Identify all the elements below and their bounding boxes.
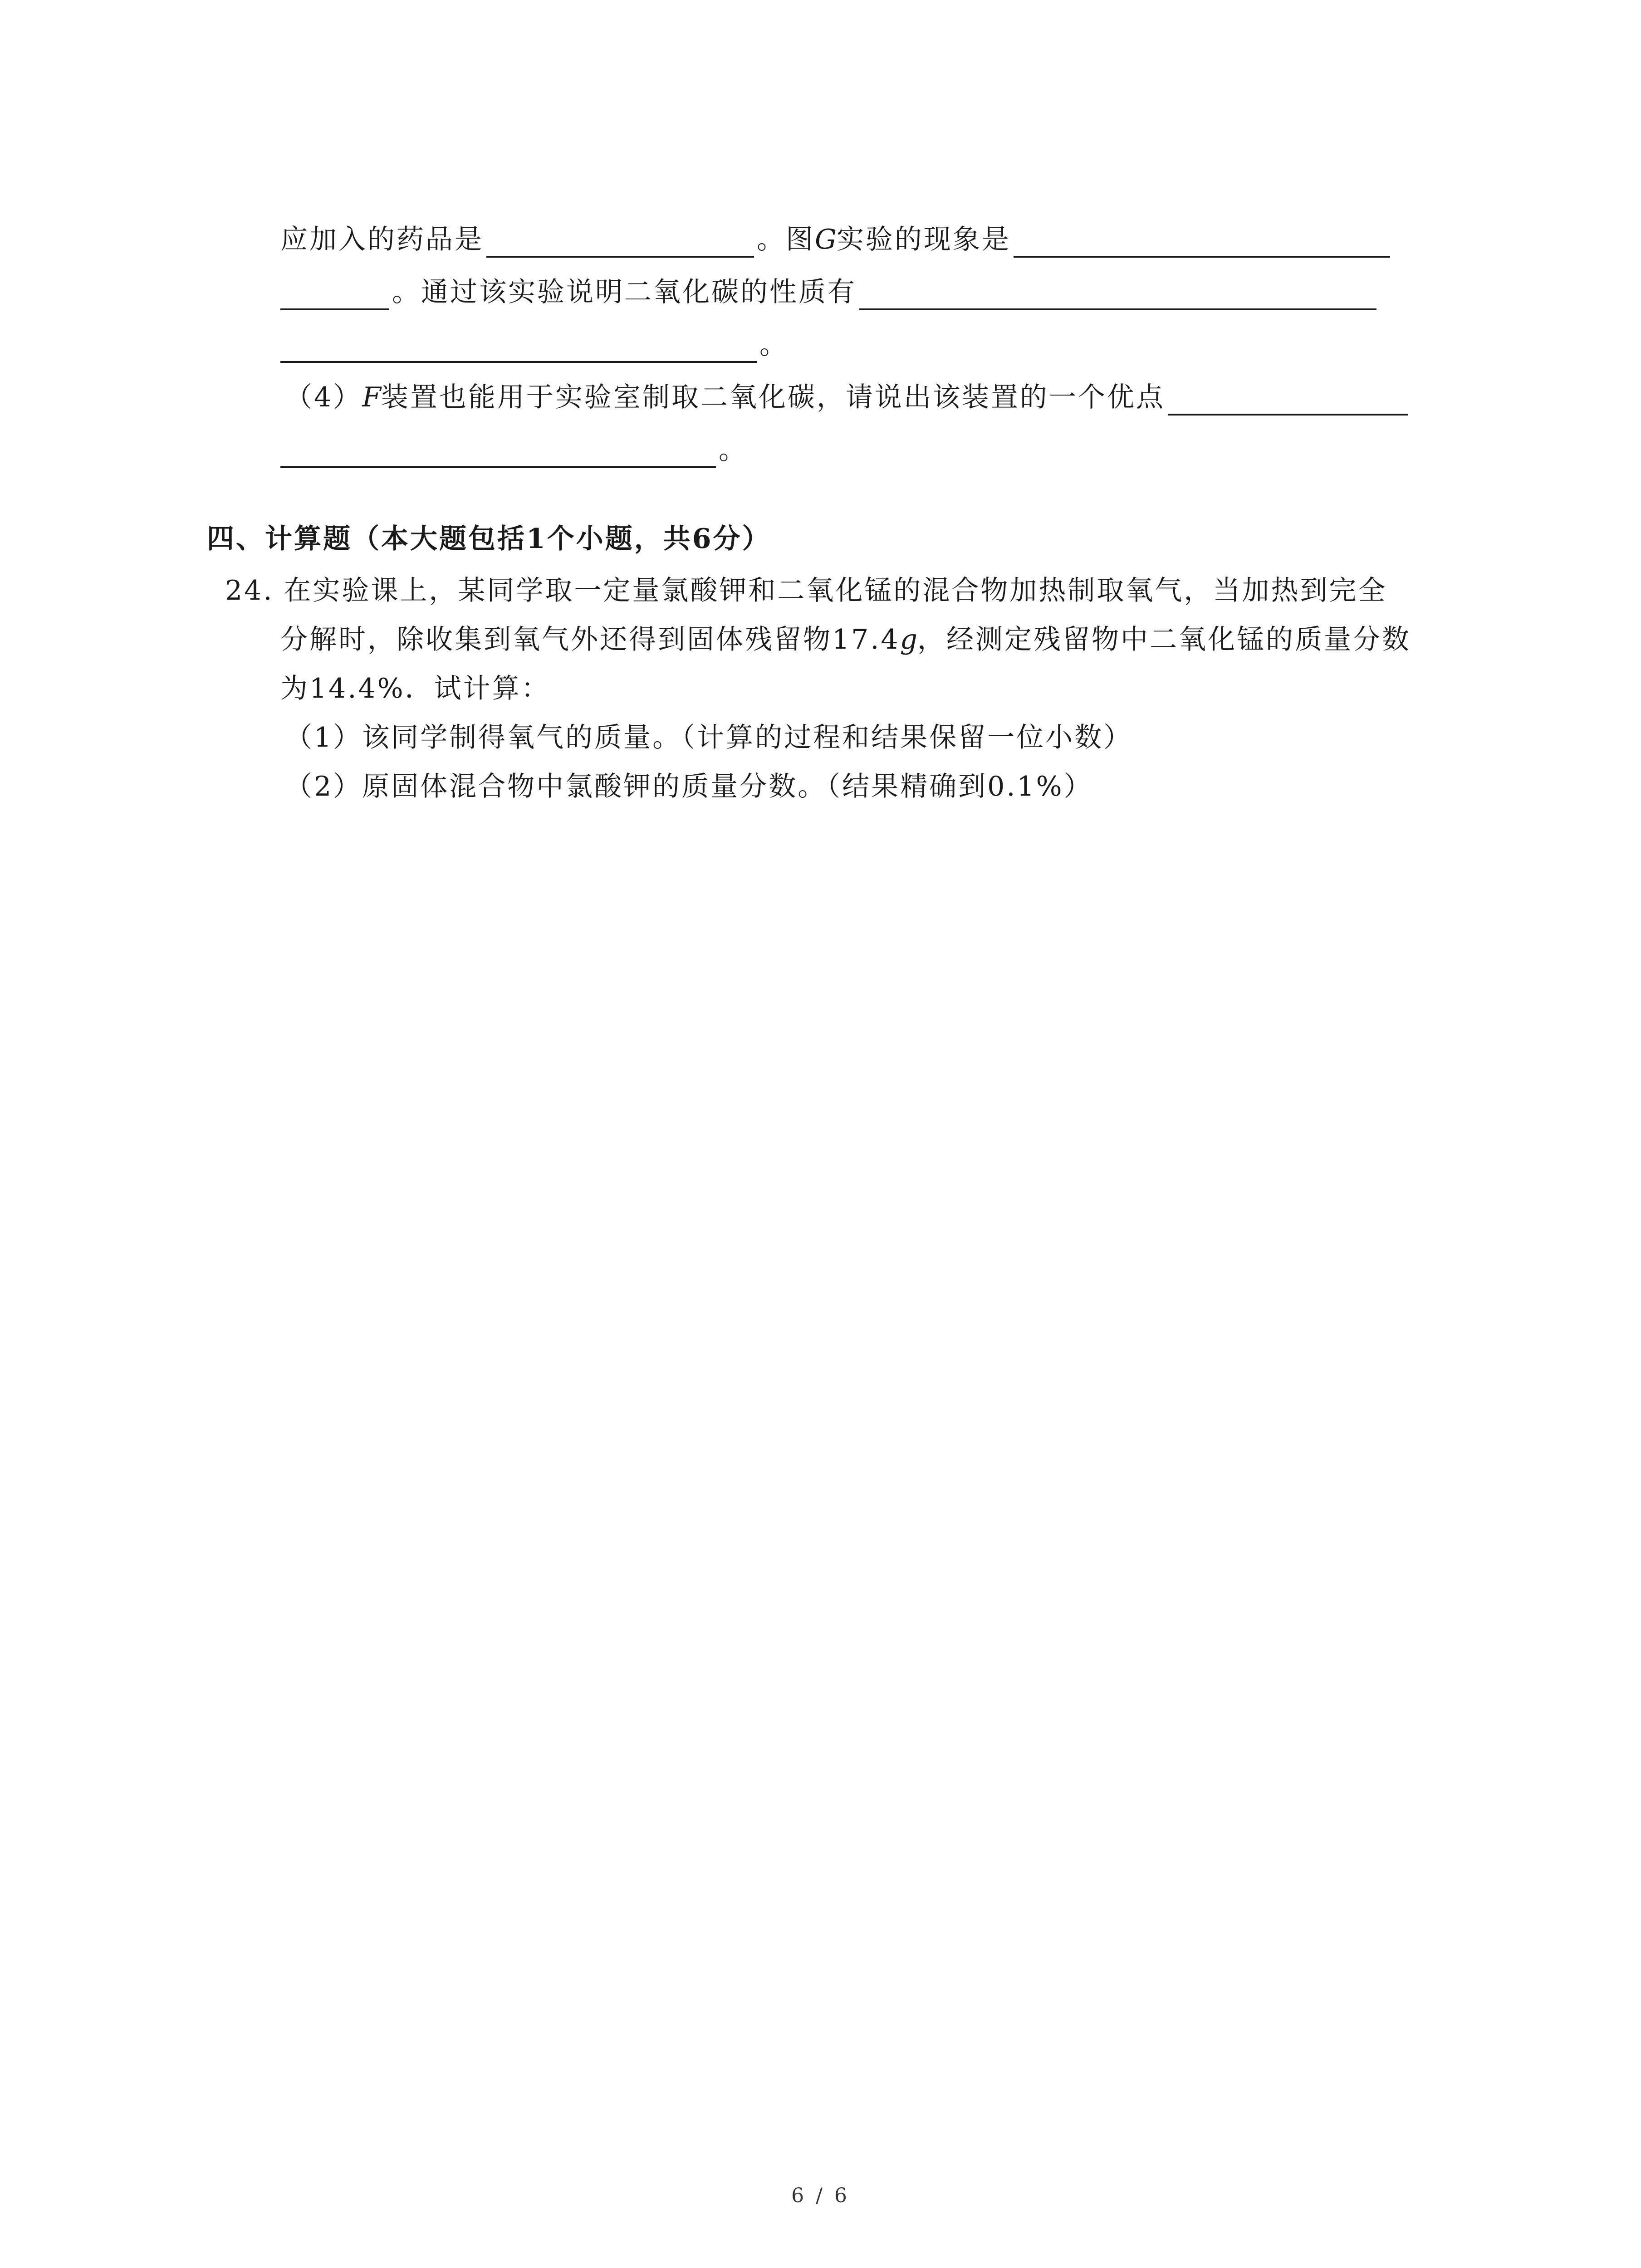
q24-subquestion-1: （1）该同学制得氧气的质量。（计算的过程和结果保留一位小数）: [285, 722, 1133, 753]
answer-blank[interactable]: [859, 280, 1376, 310]
page-number: 6 / 6: [791, 2184, 850, 2207]
section-heading: 四、计算题（本大题包括1个小题，共6分）: [207, 523, 771, 555]
q23-text: 实验的现象是: [836, 224, 1011, 255]
q23-text: 应加入的药品是: [280, 224, 484, 255]
q23-line-2: [280, 274, 1379, 310]
q23-text: 装置也能用于实验室制取二氧化碳，请说出该装置的一个优点: [381, 381, 1165, 413]
answer-blank[interactable]: [1014, 228, 1390, 258]
unit-g: g: [900, 624, 918, 655]
answer-blank[interactable]: [280, 280, 389, 310]
q24-line-2: [280, 621, 1411, 658]
q24-line-3: 为14.4%．试计算：: [280, 673, 550, 704]
q23-text: 。: [719, 434, 748, 466]
q23-text: 。: [759, 329, 789, 361]
answer-blank[interactable]: [1168, 386, 1408, 415]
question-number: 24.: [225, 575, 274, 606]
q23-line-1: [280, 221, 1393, 258]
q23-text: 。通过该实验说明二氧化碳的性质有: [392, 276, 857, 308]
q24-text: 分解时，除收集到氧气外还得到固体残留物17.4: [280, 624, 900, 655]
answer-blank[interactable]: [280, 333, 757, 363]
q23-line-5: [280, 432, 748, 468]
figure-label: G: [815, 224, 837, 255]
q23-part-4: [285, 379, 1411, 415]
q24-text: ，经测定残留物中二氧化锰的质量分数: [917, 624, 1411, 655]
q23-text: 。图: [757, 224, 815, 255]
q23-line-3: [280, 327, 789, 363]
q24-line-1: [225, 572, 1387, 609]
answer-blank[interactable]: [280, 438, 716, 468]
subquestion-number: （4）: [285, 381, 362, 413]
figure-label: F: [362, 381, 381, 413]
answer-blank[interactable]: [486, 228, 754, 258]
q24-text: 在实验课上，某同学取一定量氯酸钾和二氧化锰的混合物加热制取氧气，当加热到完全: [284, 575, 1387, 606]
q24-subquestion-2: （2）原固体混合物中氯酸钾的质量分数。（结果精确到0.1%）: [285, 771, 1093, 802]
